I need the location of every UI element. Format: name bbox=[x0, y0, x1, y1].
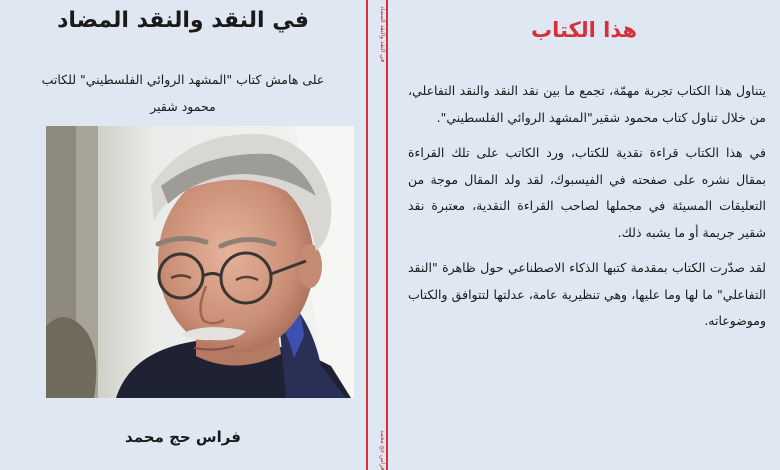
blurb-paragraph-3: لقد صدّرت الكتاب بمقدمة كتبها الذكاء الاصطناعي حول ظاهرة "النقد التفاعلي" ما لها وما عليها، وهي تنظيرية عامة، عدلتها لتتوافق والكتاب وموضوعاته. bbox=[408, 260, 766, 328]
front-cover-title: في النقد والنقد المضاد bbox=[57, 8, 309, 33]
author-portrait-photo bbox=[46, 126, 354, 398]
front-cover-author: فراس حج محمد bbox=[125, 428, 241, 446]
blurb-paragraph-2: في هذا الكتاب قراءة نقدية للكتاب، ورد الكاتب على تلك القراءة بمقال نشره على صفحته في الفيسبوك، لقد ولد المقال موجة من التعليقات المسيئة في مجملها لصاحب القراءة النقدية، معتبرة نقد شقير جريمة أو ما يشبه ذلك. bbox=[408, 145, 766, 240]
subtitle-line-1: على هامش كتاب "المشهد الروائي الفلسطيني" للكاتب bbox=[41, 72, 325, 87]
back-cover-blurb bbox=[408, 78, 766, 344]
blurb-paragraph-1: يتناول هذا الكتاب تجربة مهمّة، تجمع ما بين نقد النقد والنقد التفاعلي، من خلال تناول كتاب محمود شقير"المشهد الروائي الفلسطيني". bbox=[408, 83, 766, 125]
spine-author: فراس حج محمد bbox=[379, 429, 386, 470]
subtitle-line-2: محمود شقير bbox=[150, 99, 216, 114]
front-cover-subtitle bbox=[20, 66, 346, 120]
back-cover-title: هذا الكتاب bbox=[530, 18, 638, 42]
book-spine bbox=[366, 0, 388, 470]
back-cover bbox=[388, 0, 780, 470]
spine-title: في النقد والنقد المضاد bbox=[379, 6, 386, 63]
front-cover bbox=[0, 0, 366, 470]
